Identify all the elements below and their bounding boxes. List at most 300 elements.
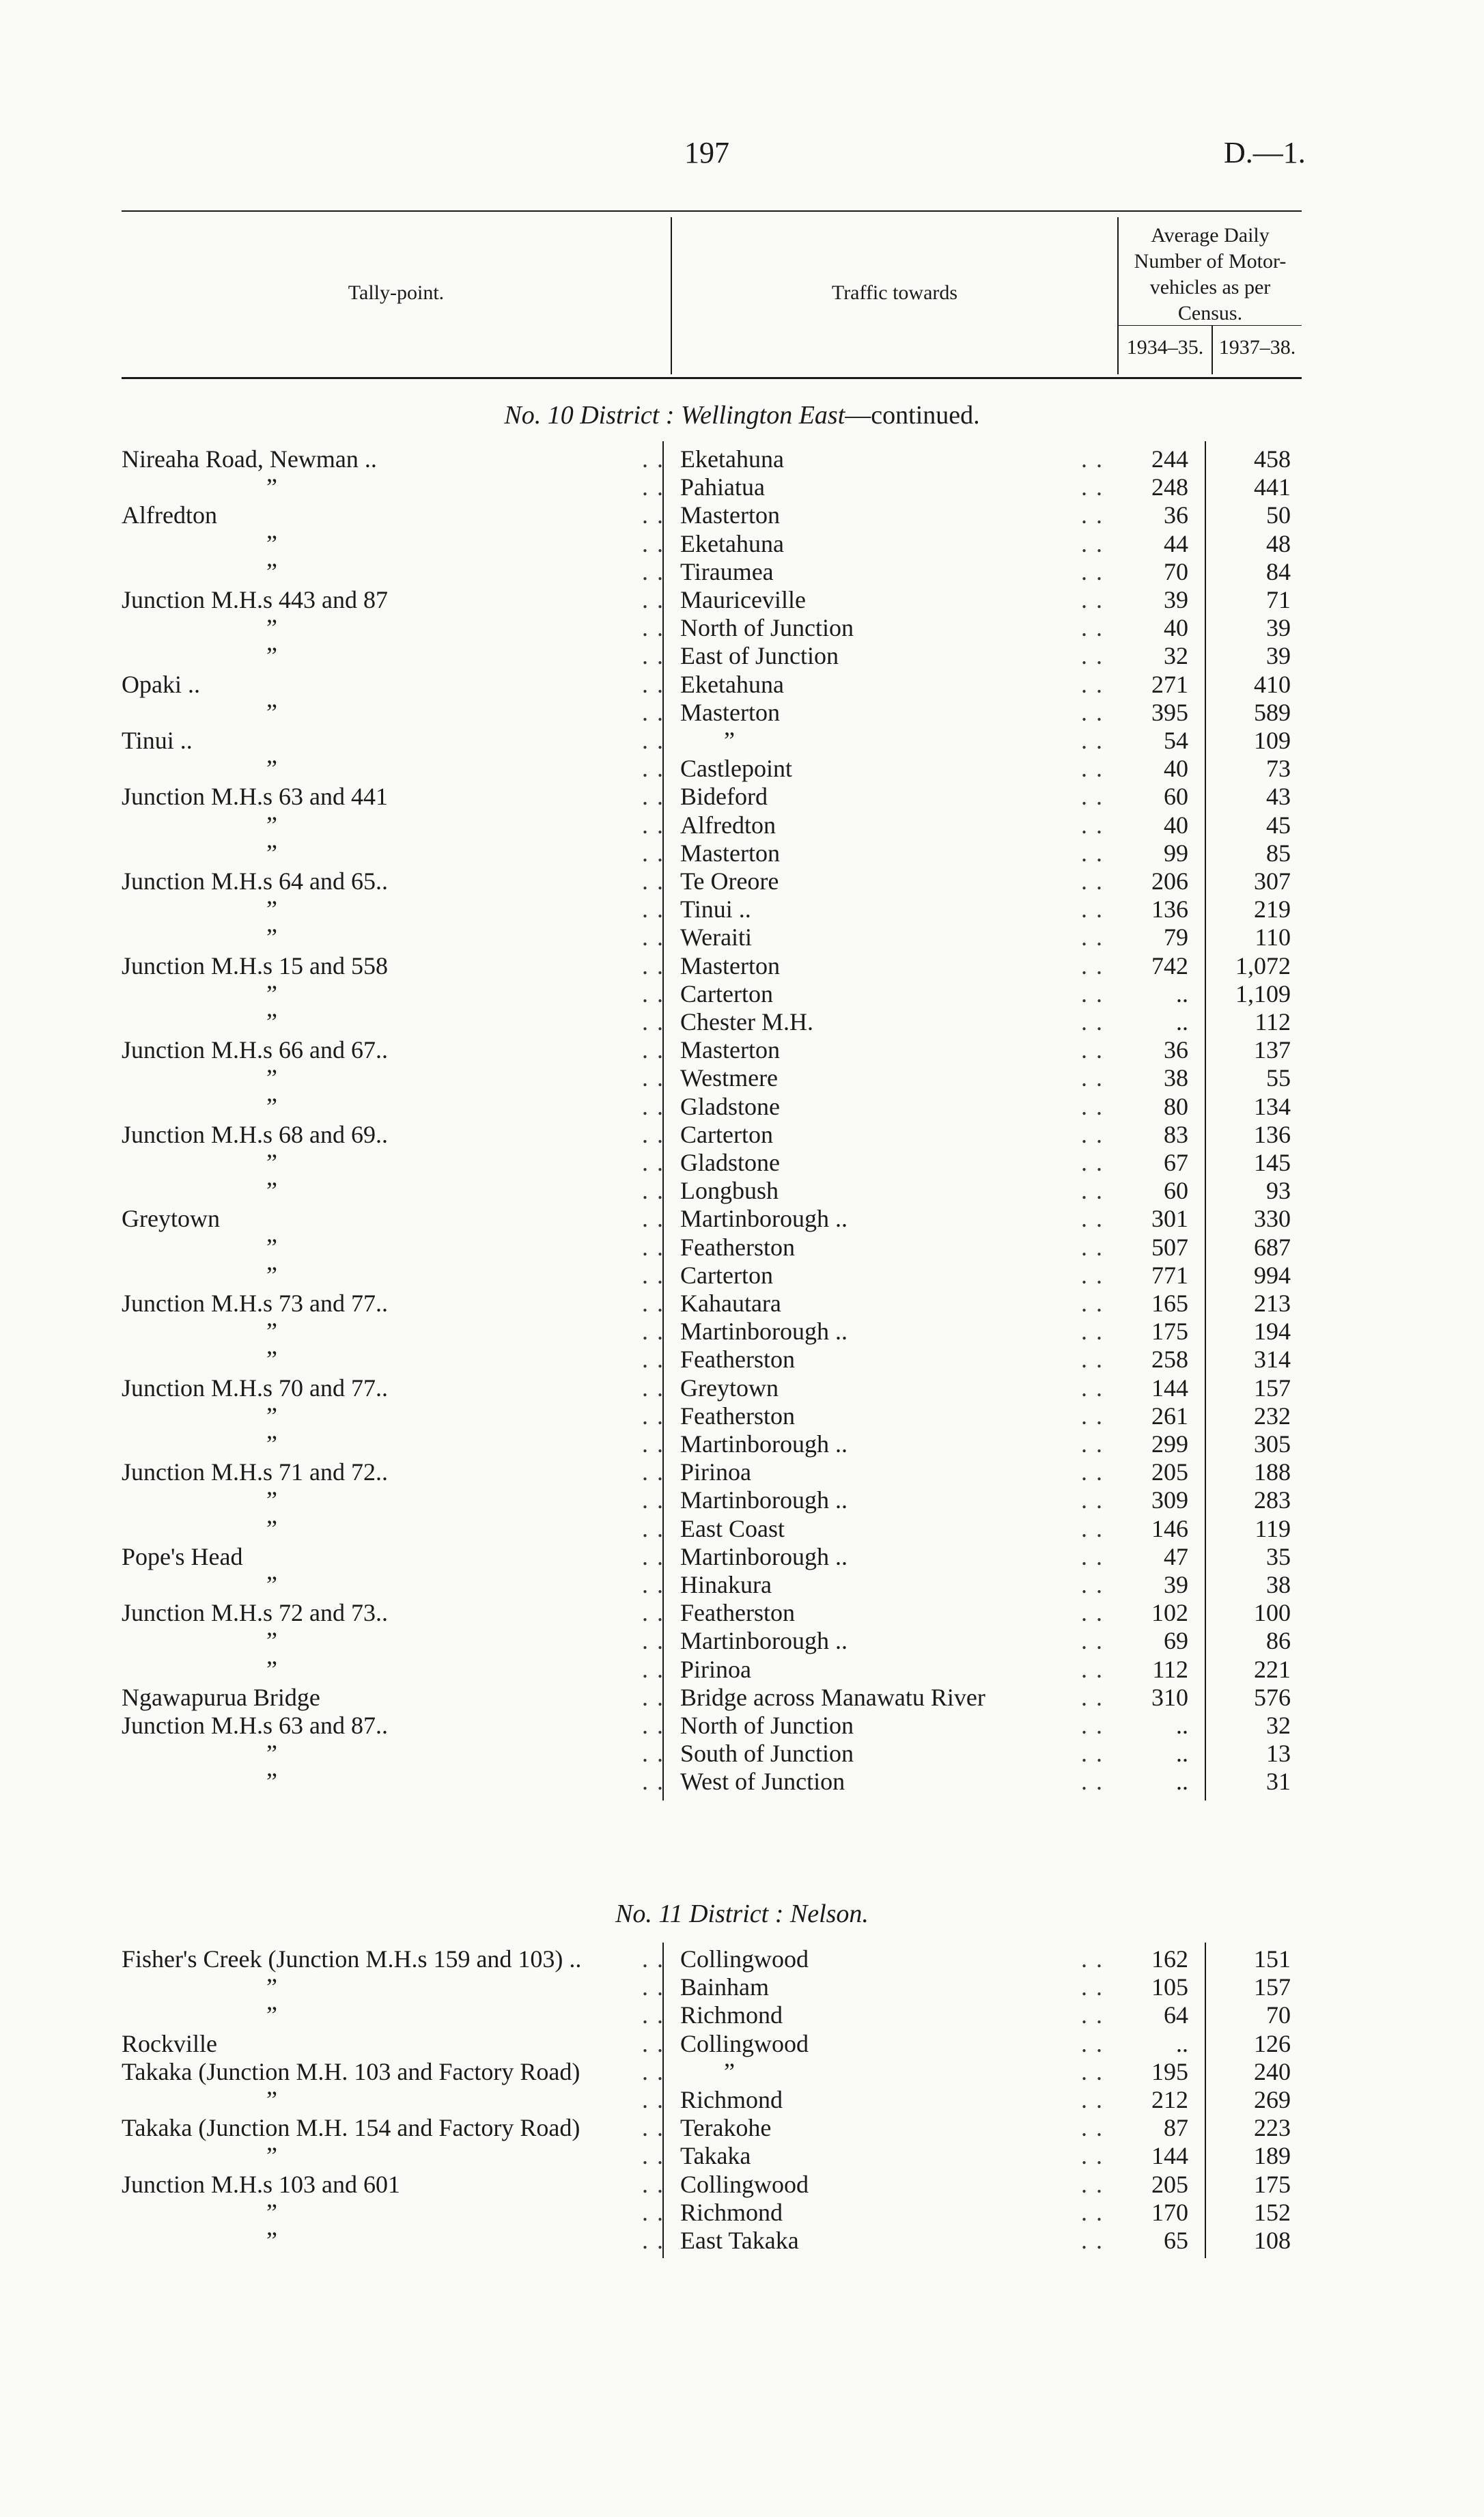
leader-dots: . . (1081, 783, 1104, 811)
traffic-towards-cell: ” (724, 2057, 735, 2085)
traffic-towards-cell: Alfredton (680, 811, 776, 839)
count-1934-cell: 60 (1164, 1177, 1188, 1205)
table-row (0, 1290, 1484, 1318)
count-1934-cell: 742 (1151, 951, 1188, 979)
count-1934-cell: 206 (1151, 867, 1188, 895)
table-row (0, 1121, 1484, 1149)
tally-point-cell: Junction M.H.s 103 and 601 (122, 2170, 400, 2198)
traffic-towards-cell: Carterton (680, 979, 773, 1007)
count-1934-cell: 40 (1164, 811, 1188, 839)
leader-dots: . . (642, 529, 664, 557)
count-1934-cell: 771 (1151, 1261, 1188, 1289)
leader-dots: . . (642, 755, 664, 783)
table-row (0, 2086, 1484, 2114)
leader-dots: . . (1081, 1149, 1104, 1176)
leader-dots: . . (1081, 1514, 1104, 1542)
tally-point-cell: ” (266, 1973, 277, 2001)
traffic-towards-cell: Collingwood (680, 2170, 809, 2198)
tally-point-cell: Junction M.H.s 70 and 77.. (122, 1374, 388, 1402)
count-1934-cell: 87 (1164, 2114, 1188, 2142)
count-1937-cell: 1,072 (1235, 951, 1291, 979)
count-1934-cell: .. (1176, 1008, 1188, 1035)
tally-point-cell: Takaka (Junction M.H. 103 and Factory Road) (122, 2057, 580, 2085)
count-1937-cell: 119 (1255, 1514, 1291, 1542)
leader-dots: . . (1081, 755, 1104, 783)
leader-dots: . . (1081, 1064, 1104, 1092)
traffic-towards-cell: Pirinoa (680, 1458, 751, 1486)
tally-point-cell: ” (266, 557, 277, 585)
count-1937-cell: 55 (1266, 1064, 1291, 1092)
leader-dots: . . (642, 1008, 664, 1035)
table-row (0, 1402, 1484, 1430)
tally-point-cell: ” (266, 755, 277, 783)
table-row (0, 1684, 1484, 1712)
count-1934-cell: .. (1176, 979, 1188, 1007)
table-row (0, 1945, 1484, 1973)
tally-point-cell: Junction M.H.s 63 and 87.. (122, 1712, 388, 1739)
table-row (0, 839, 1484, 867)
count-1934-cell: 507 (1151, 1233, 1188, 1261)
traffic-towards-cell: Terakohe (680, 2114, 772, 2142)
count-1934-cell: .. (1176, 2029, 1188, 2057)
leader-dots: . . (1081, 1945, 1104, 1973)
count-1934-cell: 212 (1151, 2086, 1188, 2113)
count-1937-cell: 45 (1266, 811, 1291, 839)
tally-point-cell: Junction M.H.s 71 and 72.. (122, 1458, 388, 1486)
count-1934-cell: 64 (1164, 2001, 1188, 2029)
leader-dots: . . (642, 1486, 664, 1514)
leader-dots: . . (1081, 1290, 1104, 1317)
count-1937-cell: 39 (1266, 642, 1291, 670)
traffic-towards-cell: Mauriceville (680, 586, 806, 613)
leader-dots: . . (642, 501, 664, 529)
header-year-1937: 1937–38. (1218, 336, 1296, 359)
count-1937-cell: 219 (1254, 895, 1291, 923)
count-1937-cell: 48 (1266, 529, 1291, 557)
leader-dots: . . (642, 867, 664, 895)
leader-dots: . . (642, 783, 664, 811)
count-1937-cell: 126 (1254, 2029, 1291, 2057)
count-1937-cell: 70 (1266, 2001, 1291, 2029)
count-1934-cell: 205 (1151, 1458, 1188, 1486)
tally-point-cell: Junction M.H.s 66 and 67.. (122, 1036, 388, 1064)
tally-point-cell: ” (266, 1402, 277, 1430)
leader-dots: . . (642, 979, 664, 1007)
tally-point-cell: ” (266, 1627, 277, 1655)
leader-dots: . . (1081, 1177, 1104, 1205)
table-row (0, 867, 1484, 895)
count-1934-cell: 301 (1151, 1205, 1188, 1233)
leader-dots: . . (642, 1599, 664, 1627)
count-1937-cell: 1,109 (1235, 979, 1291, 1007)
count-1937-cell: 157 (1254, 1374, 1291, 1402)
leader-dots: . . (642, 1318, 664, 1346)
count-1934-cell: 65 (1164, 2227, 1188, 2254)
traffic-towards-cell: Masterton (680, 698, 780, 726)
table-row (0, 1205, 1484, 1233)
leader-dots: . . (642, 1036, 664, 1064)
count-1937-cell: 134 (1254, 1092, 1291, 1120)
leader-dots: . . (642, 557, 664, 585)
traffic-towards-cell: Eketahuna (680, 529, 784, 557)
leader-dots: . . (1081, 1092, 1104, 1120)
table-row (0, 1543, 1484, 1571)
section-title-wellington-east (0, 400, 1484, 430)
tally-point-cell: ” (266, 642, 277, 670)
tally-point-cell: ” (266, 1740, 277, 1768)
table-row (0, 642, 1484, 670)
leader-dots: . . (642, 1458, 664, 1486)
leader-dots: . . (642, 2029, 664, 2057)
count-1937-cell: 112 (1255, 1008, 1291, 1035)
count-1937-cell: 109 (1254, 727, 1291, 754)
leader-dots: . . (642, 1374, 664, 1402)
table-row (0, 1262, 1484, 1290)
count-1934-cell: 102 (1151, 1599, 1188, 1627)
leader-dots: . . (1081, 2029, 1104, 2057)
leader-dots: . . (642, 951, 664, 979)
document-reference: D.—1. (1224, 136, 1306, 169)
traffic-towards-cell: Masterton (680, 839, 780, 867)
table-row (0, 1712, 1484, 1740)
leader-dots: . . (1081, 1768, 1104, 1796)
traffic-towards-cell: Carterton (680, 1261, 773, 1289)
tally-point-cell: Pope's Head (122, 1542, 243, 1570)
table-row (0, 1627, 1484, 1655)
count-1934-cell: 36 (1164, 1036, 1188, 1064)
tally-point-cell: ” (266, 1346, 277, 1374)
count-1934-cell: 79 (1164, 923, 1188, 951)
tally-point-cell: ” (266, 895, 277, 923)
count-1937-cell: 314 (1254, 1346, 1291, 1374)
tally-point-cell: ” (266, 1233, 277, 1261)
count-1937-cell: 136 (1254, 1120, 1291, 1148)
section-title-nelson (0, 1899, 1484, 1929)
table-row (0, 1064, 1484, 1092)
tally-point-cell: ” (266, 1571, 277, 1598)
leader-dots: . . (1081, 839, 1104, 867)
table-row (0, 1149, 1484, 1177)
header-traffic-towards: Traffic towards (831, 281, 958, 304)
traffic-towards-cell: East of Junction (680, 642, 839, 670)
table-row (0, 1740, 1484, 1768)
count-1937-cell: 50 (1266, 501, 1291, 529)
table-row (0, 1036, 1484, 1064)
tally-point-cell: Nireaha Road, Newman .. (122, 445, 377, 473)
leader-dots: . . (1081, 529, 1104, 557)
tally-point-cell: ” (266, 1514, 277, 1542)
count-1934-cell: 40 (1164, 614, 1188, 642)
table-row (0, 923, 1484, 951)
leader-dots: . . (642, 642, 664, 670)
traffic-towards-cell: Featherston (680, 1402, 795, 1430)
traffic-towards-cell: Martinborough .. (680, 1430, 848, 1458)
header-avg-line: vehicles as per (1149, 276, 1271, 298)
count-1934-cell: 144 (1151, 1374, 1188, 1402)
leader-dots: . . (1081, 1599, 1104, 1627)
traffic-towards-cell: Eketahuna (680, 670, 784, 698)
count-1934-cell: 310 (1151, 1683, 1188, 1711)
section-title-text: No. 10 District : Wellington East (504, 401, 845, 430)
traffic-towards-cell: Gladstone (680, 1092, 780, 1120)
count-1937-cell: 108 (1254, 2227, 1291, 2254)
tally-point-cell: ” (266, 2198, 277, 2226)
tally-point-cell: Ngawapurua Bridge (122, 1683, 320, 1711)
leader-dots: . . (642, 1120, 664, 1148)
count-1934-cell: 83 (1164, 1120, 1188, 1148)
leader-dots: . . (1081, 727, 1104, 754)
traffic-towards-cell: Takaka (680, 2142, 751, 2170)
tally-point-cell: Fisher's Creek (Junction M.H.s 159 and 103) .. (122, 1945, 582, 1973)
tally-point-cell: ” (266, 698, 277, 726)
count-1937-cell: 152 (1254, 2198, 1291, 2226)
table-row (0, 1008, 1484, 1036)
leader-dots: . . (1081, 586, 1104, 613)
traffic-towards-cell: Martinborough .. (680, 1542, 848, 1570)
count-1934-cell: 136 (1151, 895, 1188, 923)
leader-dots: . . (642, 1945, 664, 1973)
table-row (0, 586, 1484, 614)
count-1934-cell: 60 (1164, 783, 1188, 811)
count-1934-cell: .. (1176, 1768, 1188, 1796)
tally-point-cell: Greytown (122, 1205, 220, 1233)
leader-dots: . . (642, 1973, 664, 2001)
traffic-towards-cell: Weraiti (680, 923, 753, 951)
count-1937-cell: 43 (1266, 783, 1291, 811)
count-1934-cell: 40 (1164, 755, 1188, 783)
table-row (0, 614, 1484, 642)
tally-point-cell: ” (266, 614, 277, 642)
leader-dots: . . (1081, 923, 1104, 951)
tally-point-cell: ” (266, 2086, 277, 2113)
leader-dots: . . (1081, 642, 1104, 670)
leader-dots: . . (642, 2001, 664, 2029)
count-1934-cell: 395 (1151, 698, 1188, 726)
count-1937-cell: 151 (1254, 1945, 1291, 1973)
table-row (0, 1768, 1484, 1796)
leader-dots: . . (1081, 1008, 1104, 1035)
traffic-towards-cell: Hinakura (680, 1571, 772, 1598)
leader-dots: . . (1081, 895, 1104, 923)
count-1937-cell: 157 (1254, 1973, 1291, 2001)
tally-point-cell: ” (266, 1008, 277, 1035)
leader-dots: . . (1081, 1430, 1104, 1458)
leader-dots: . . (642, 1290, 664, 1317)
count-1937-cell: 687 (1254, 1233, 1291, 1261)
tally-point-cell: Junction M.H.s 68 and 69.. (122, 1120, 388, 1148)
table-row (0, 727, 1484, 755)
leader-dots: . . (642, 2142, 664, 2170)
tally-point-cell: ” (266, 1768, 277, 1796)
count-1934-cell: 261 (1151, 1402, 1188, 1430)
table-row (0, 2001, 1484, 2029)
traffic-towards-cell: Carterton (680, 1120, 773, 1148)
tally-point-cell: ” (266, 1092, 277, 1120)
count-1934-cell: .. (1176, 1740, 1188, 1768)
leader-dots: . . (1081, 1486, 1104, 1514)
leader-dots: . . (642, 1205, 664, 1233)
leader-dots: . . (1081, 2142, 1104, 2170)
count-1937-cell: 39 (1266, 614, 1291, 642)
traffic-towards-cell: Te Oreore (680, 867, 779, 895)
count-1937-cell: 38 (1266, 1571, 1291, 1598)
table-row (0, 530, 1484, 558)
traffic-towards-cell: Masterton (680, 951, 780, 979)
tally-point-cell: Junction M.H.s 63 and 441 (122, 783, 388, 811)
leader-dots: . . (642, 1740, 664, 1768)
leader-dots: . . (642, 895, 664, 923)
count-1937-cell: 31 (1266, 1768, 1291, 1796)
leader-dots: . . (642, 670, 664, 698)
tally-point-cell: ” (266, 2142, 277, 2170)
count-1934-cell: 39 (1164, 1571, 1188, 1598)
leader-dots: . . (642, 2114, 664, 2142)
leader-dots: . . (642, 1655, 664, 1683)
leader-dots: . . (1081, 1261, 1104, 1289)
tally-point-cell: ” (266, 2001, 277, 2029)
traffic-towards-cell: Pirinoa (680, 1655, 751, 1683)
count-1934-cell: 299 (1151, 1430, 1188, 1458)
count-1937-cell: 441 (1254, 473, 1291, 501)
count-1937-cell: 35 (1266, 1542, 1291, 1570)
count-1934-cell: 248 (1151, 473, 1188, 501)
count-1934-cell: 36 (1164, 501, 1188, 529)
tally-point-cell: ” (266, 1149, 277, 1176)
count-1937-cell: 269 (1254, 2086, 1291, 2113)
leader-dots: . . (642, 1346, 664, 1374)
leader-dots: . . (642, 586, 664, 613)
leader-dots: . . (642, 1064, 664, 1092)
leader-dots: . . (642, 2086, 664, 2113)
count-1937-cell: 145 (1254, 1149, 1291, 1176)
leader-dots: . . (1081, 1036, 1104, 1064)
count-1937-cell: 100 (1254, 1599, 1291, 1627)
leader-dots: . . (642, 811, 664, 839)
leader-dots: . . (1081, 445, 1104, 473)
traffic-towards-cell: Martinborough .. (680, 1486, 848, 1514)
leader-dots: . . (642, 2198, 664, 2226)
leader-dots: . . (642, 1627, 664, 1655)
leader-dots: . . (1081, 811, 1104, 839)
traffic-towards-cell: Eketahuna (680, 445, 784, 473)
table-row (0, 2171, 1484, 2199)
tally-point-cell: Opaki .. (122, 670, 200, 698)
leader-dots: . . (642, 2227, 664, 2254)
tally-point-cell: ” (266, 1064, 277, 1092)
count-1934-cell: 99 (1164, 839, 1188, 867)
leader-dots: . . (1081, 1655, 1104, 1683)
tally-point-cell: ” (266, 979, 277, 1007)
count-1934-cell: 69 (1164, 1627, 1188, 1655)
traffic-towards-cell: Masterton (680, 501, 780, 529)
tally-point-cell: Junction M.H.s 73 and 77.. (122, 1290, 388, 1317)
leader-dots: . . (1081, 2057, 1104, 2085)
table-row (0, 2058, 1484, 2086)
tally-point-cell: ” (266, 529, 277, 557)
leader-dots: . . (642, 1177, 664, 1205)
leader-dots: . . (642, 1430, 664, 1458)
count-1937-cell: 283 (1254, 1486, 1291, 1514)
count-1937-cell: 137 (1254, 1036, 1291, 1064)
traffic-towards-cell: North of Junction (680, 614, 854, 642)
traffic-towards-cell: South of Junction (680, 1740, 854, 1768)
traffic-towards-cell: Castlepoint (680, 755, 792, 783)
leader-dots: . . (642, 1571, 664, 1598)
section-title-text: No. 11 District : Nelson. (615, 1900, 869, 1928)
leader-dots: . . (642, 2170, 664, 2198)
table-row (0, 1486, 1484, 1514)
leader-dots: . . (1081, 1318, 1104, 1346)
table-row (0, 1318, 1484, 1346)
leader-dots: . . (642, 2057, 664, 2085)
leader-dots: . . (1081, 698, 1104, 726)
leader-dots: . . (1081, 1571, 1104, 1598)
table-row (0, 811, 1484, 839)
count-1934-cell: 244 (1151, 445, 1188, 473)
leader-dots: . . (1081, 614, 1104, 642)
leader-dots: . . (1081, 557, 1104, 585)
table-row (0, 1599, 1484, 1627)
table-row (0, 699, 1484, 727)
count-1937-cell: 994 (1254, 1261, 1291, 1289)
leader-dots: . . (642, 698, 664, 726)
count-1934-cell: 67 (1164, 1149, 1188, 1176)
count-1937-cell: 305 (1254, 1430, 1291, 1458)
count-1934-cell: 205 (1151, 2170, 1188, 2198)
leader-dots: . . (1081, 1542, 1104, 1570)
count-1934-cell: 105 (1151, 1973, 1188, 2001)
leader-dots: . . (1081, 1205, 1104, 1233)
header-avg-line: Census. (1177, 302, 1243, 324)
traffic-towards-cell: Collingwood (680, 1945, 809, 1973)
leader-dots: . . (1081, 2198, 1104, 2226)
tally-point-cell: ” (266, 923, 277, 951)
traffic-towards-cell: East Takaka (680, 2227, 799, 2254)
count-1937-cell: 410 (1254, 670, 1291, 698)
leader-dots: . . (1081, 1683, 1104, 1711)
count-1934-cell: 38 (1164, 1064, 1188, 1092)
leader-dots: . . (642, 727, 664, 754)
leader-dots: . . (1081, 2086, 1104, 2113)
leader-dots: . . (642, 1149, 664, 1176)
leader-dots: . . (1081, 1120, 1104, 1148)
count-1937-cell: 32 (1266, 1712, 1291, 1739)
leader-dots: . . (1081, 1402, 1104, 1430)
table-row (0, 2114, 1484, 2142)
leader-dots: . . (1081, 867, 1104, 895)
traffic-towards-cell: Martinborough .. (680, 1627, 848, 1655)
count-1934-cell: 195 (1151, 2057, 1188, 2085)
table-row (0, 2227, 1484, 2255)
leader-dots: . . (1081, 951, 1104, 979)
traffic-towards-cell: Featherston (680, 1599, 795, 1627)
leader-dots: . . (1081, 979, 1104, 1007)
table-row (0, 755, 1484, 783)
traffic-towards-cell: Gladstone (680, 1149, 780, 1176)
header-average-daily (1119, 223, 1302, 326)
count-1937-cell: 84 (1266, 557, 1291, 585)
table-row (0, 1430, 1484, 1458)
header-bottom-rule (122, 377, 1302, 379)
traffic-towards-cell: Martinborough .. (680, 1205, 848, 1233)
table-row (0, 2030, 1484, 2058)
traffic-towards-cell: Chester M.H. (680, 1008, 813, 1035)
table-row (0, 1374, 1484, 1402)
count-1937-cell: 223 (1254, 2114, 1291, 2142)
tally-point-cell: Junction M.H.s 72 and 73.. (122, 1599, 388, 1627)
traffic-towards-cell: Tinui .. (680, 895, 751, 923)
tally-point-cell: ” (266, 1177, 277, 1205)
